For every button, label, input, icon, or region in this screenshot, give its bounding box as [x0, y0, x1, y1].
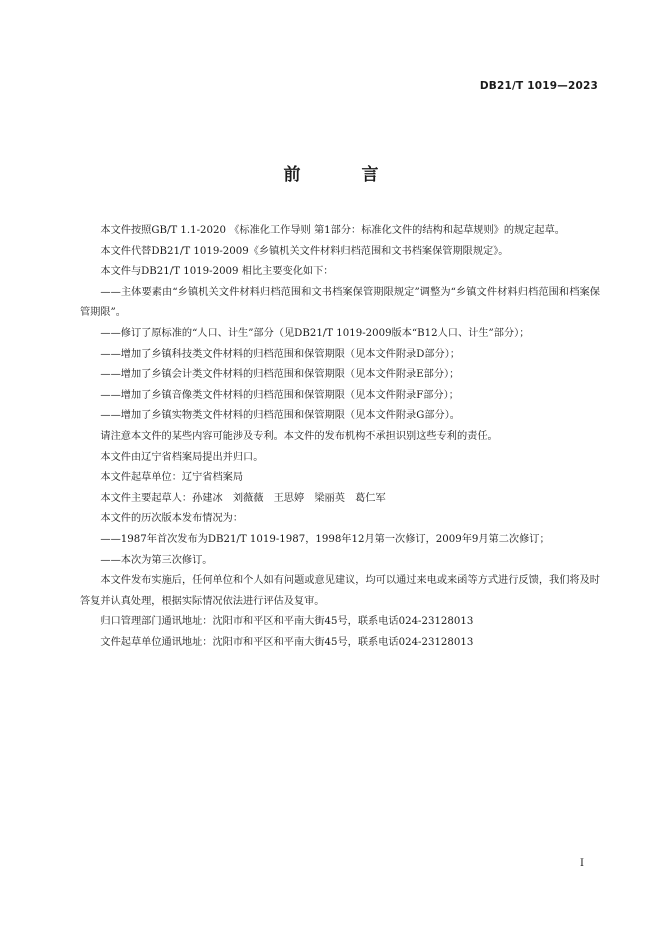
change-item-audiovisual-archives: ——增加了乡镇音像类文件材料的归档范围和保管期限（见本文件附录F部分）；: [100, 389, 459, 401]
page-number: I: [580, 858, 584, 869]
history-item-current: ——本次为第三次修订。: [100, 554, 213, 566]
paragraph-history-intro: 本文件的历次版本发布情况为：: [100, 513, 244, 525]
change-item-population: ——修订了原标准的“人口、计生”部分（见DB21/T 1019-2009版本“B12人口、计生”部分）；: [100, 327, 530, 339]
paragraph-proposer: 本文件由辽宁省档案局提出并归口。: [100, 451, 264, 463]
paragraph-drafting-basis: 本文件按照GB/T 1.1-2020 《标准化工作导则 第1部分：标准化文件的结构和起草规则》的规定起草。: [100, 225, 565, 236]
foreword-body: [80, 221, 600, 653]
paragraph-drafter-address: 文件起草单位通讯地址：沈阳市和平区和平南大街45号，联系电话024-23128013: [100, 636, 474, 648]
paragraph-feedback: 本文件发布实施后，任何单位和个人如有问题或意见建议，均可以通过来电或来函等方式进行反馈，我们将及时答复并认真处理，根据实际情况依法进行评估及复审。: [80, 575, 600, 607]
paragraph-drafting-unit: 本文件起草单位：辽宁省档案局: [100, 472, 244, 484]
change-item-accounting-archives: ——增加了乡镇会计类文件材料的归档范围和保管期限（见本文件附录E部分）；: [100, 369, 460, 381]
history-item-previous: ——1987年首次发布为DB21/T 1019-1987，1998年12月第一次修订，2009年9月第二次修订；: [100, 533, 550, 545]
change-item-tech-archives: ——增加了乡镇科技类文件材料的归档范围和保管期限（见本文件附录D部分）；: [100, 348, 461, 360]
paragraph-authority-address: 归口管理部门通讯地址：沈阳市和平区和平南大街45号，联系电话024-23128013: [100, 616, 474, 628]
paragraph-drafters: 本文件主要起草人：孙建冰 刘薇薇 王思婷 梁丽英 葛仁军: [100, 492, 386, 504]
paragraph-patent-notice: 请注意本文件的某些内容可能涉及专利。本文件的发布机构不承担识别这些专利的责任。: [100, 430, 498, 442]
change-item-main-element: ——主体要素由“乡镇机关文件材料归档范围和文书档案保管期限规定”调整为“乡镇文件材料归档范围和档案保管期限”。: [80, 286, 600, 319]
change-item-physical-archives: ——增加了乡镇实物类文件材料的归档范围和保管期限（见本文件附录G部分）。: [100, 410, 460, 422]
paragraph-changes-intro: 本文件与DB21/T 1019-2009 相比主要变化如下：: [100, 266, 334, 278]
standard-code: DB21/T 1019—2023: [479, 80, 598, 92]
page-title: 前 言: [283, 165, 401, 185]
paragraph-replaces: 本文件代替DB21/T 1019-2009《乡镇机关文件材料归档范围和文书档案保管期限规定》。: [100, 245, 509, 257]
